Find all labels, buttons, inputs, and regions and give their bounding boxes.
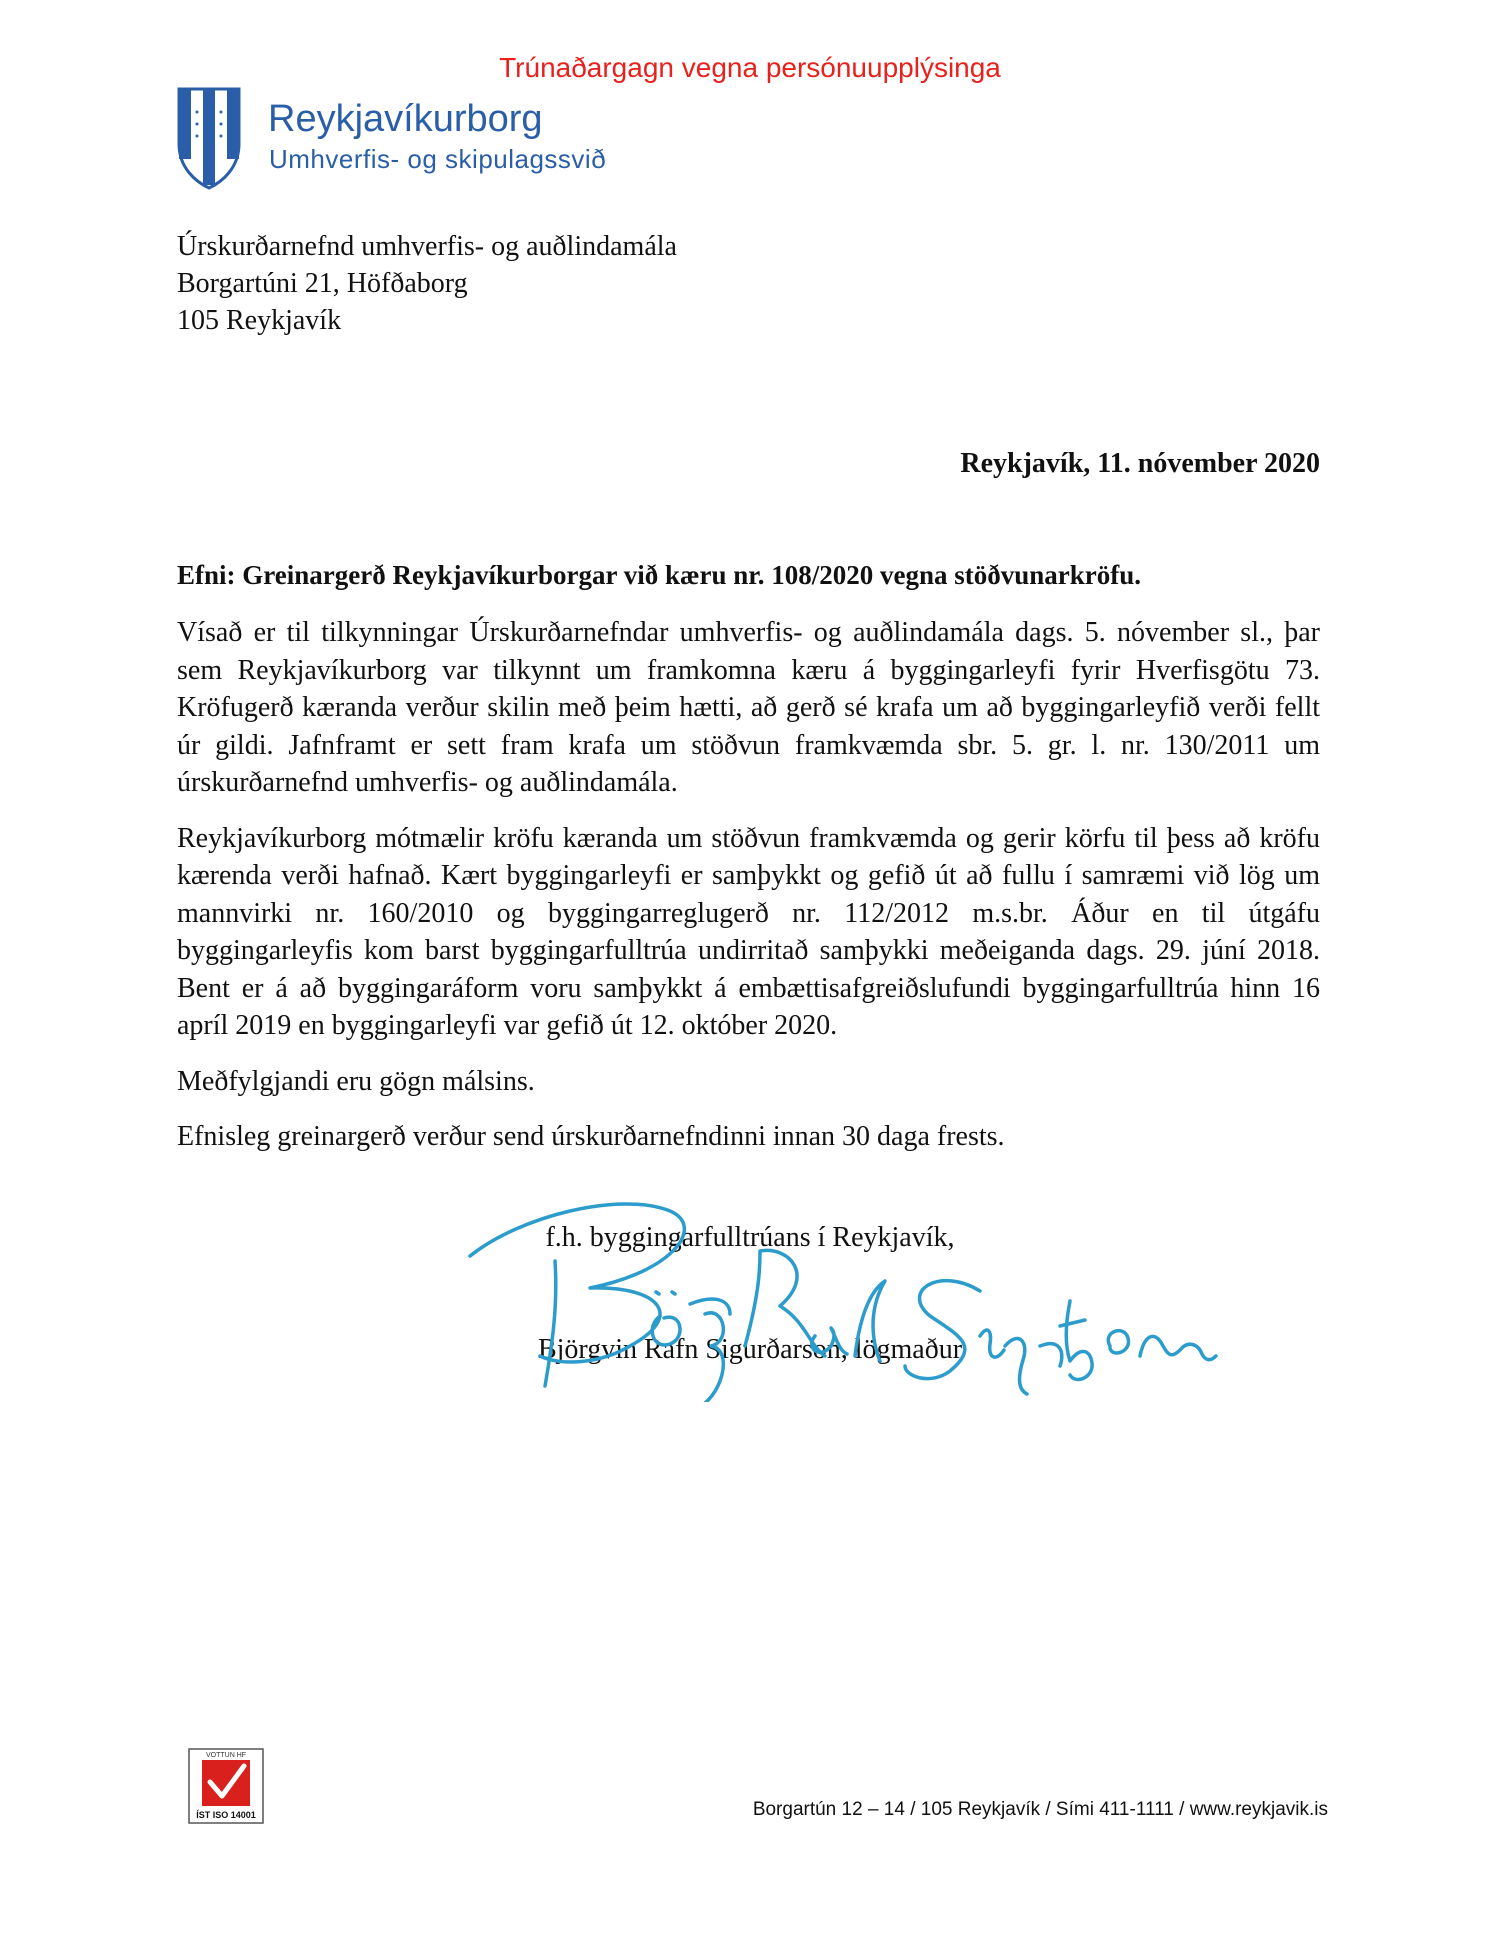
subject-line: Efni: Greinargerð Reykjavíkurborgar við kæru nr. 108/2020 vegna stöðvunarkröfu. <box>177 560 1142 590</box>
address-line: Borgartúni 21, Höfðaborg <box>177 268 468 299</box>
confidential-notice: Trúnaðargagn vegna persónuupplýsinga <box>499 52 1001 83</box>
iso-top-label: VOTTUN HF <box>205 1752 247 1759</box>
on-behalf-line: f.h. byggingarfulltrúans í Reykjavík, <box>545 1222 955 1253</box>
signatory-name: Björgvin Rafn Sigurðarson, lögmaður <box>537 1334 963 1365</box>
footer-contact: Borgartún 12 – 14 / 105 Reykjavík / Sími 411-1111 / www.reykjavik.is <box>752 1799 1328 1820</box>
body-paragraph: Vísað er til tilkynningar Úrskurðarnefndar umhverfis- og auðlindamála dags. 5. nóvember sl., þar sem Reykjavíkurborg var tilkynnt um framkomna kæru á byggingarleyfi fyrir Hverfisgötu 73. Kröfugerð kæranda verður skilin með þeim hætti, að gerð sé krafa um að byggingarleyfið verði fellt úr gildi. Jafnframt er sett fram krafa um stöðvun framkvæmda sbr. 5. gr. l. nr. 130/2011 um úrskurðarnefnd umhverfis- og auðlindamála. <box>177 617 1320 798</box>
address-line: 105 Reykjavík <box>177 305 342 336</box>
department-name: Umhverfis- og skipulagssvið <box>269 144 607 174</box>
org-logo <box>176 86 607 190</box>
coat-of-arms-icon <box>176 86 242 190</box>
handwritten-signature <box>460 1196 1250 1402</box>
iso-14001-certification-icon <box>188 1748 264 1824</box>
letter-body <box>177 614 1320 1174</box>
address-line: Úrskurðarnefnd umhverfis- og auðlindamála <box>177 231 677 262</box>
body-paragraph: Meðfylgjandi eru gögn málsins. <box>177 1065 535 1097</box>
body-paragraph: Efnisleg greinargerð verður send úrskurðarnefndinni innan 30 daga frests. <box>177 1121 1005 1152</box>
body-paragraph: Reykjavíkurborg mótmælir kröfu kæranda um stöðvun framkvæmda og gerir körfu til þess að kröfu kærenda verði hafnað. Kært byggingarleyfi er samþykkt og gefið út að fullu í samræmi við lög um mannvirki nr. 160/2010 og byggingarreglugerð nr. 112/2012 m.s.br. Áður en til útgáfu byggingarleyfis kom barst byggingarfulltrúa undirritað samþykki meðeiganda dags. 29. júní 2018. Bent er á að byggingaráform voru samþykkt á embættisafgreiðslufundi byggingarfulltrúa hinn 16 apríl 2019 en byggingarleyfi var gefið út 12. október 2020. <box>177 822 1320 1041</box>
recipient-address <box>177 228 677 339</box>
date-line: Reykjavík, 11. nóvember 2020 <box>960 448 1320 479</box>
org-name: Reykjavíkurborg <box>268 98 543 140</box>
iso-label: ÍST ISO 14001 <box>196 1810 256 1820</box>
